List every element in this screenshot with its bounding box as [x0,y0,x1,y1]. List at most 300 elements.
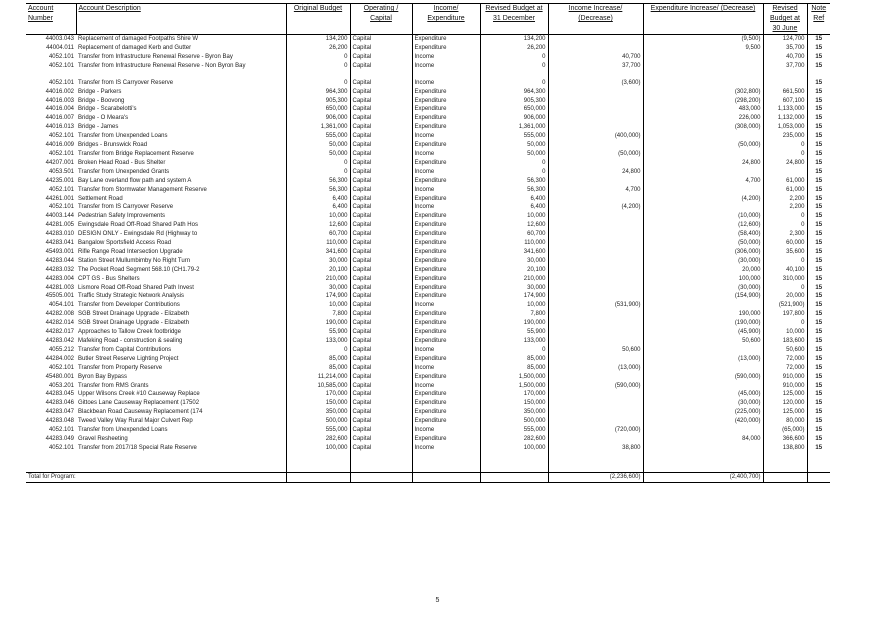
account-number-cell: 44283.010 [45,231,74,238]
table-row [26,292,830,301]
account-description-cell: Blackbean Road Causeway Replacement (174 [78,409,203,416]
note-ref-cell: 15 [807,168,830,177]
revised-budget-dec-cell: 1,500,000 [480,382,548,391]
header-revised-budget-dec: Revised Budget at 31 December [480,4,548,35]
account-description-cell: Station Street Mullumbimby No Right Turn [78,257,191,264]
revised-budget-june-cell: 0 [763,141,807,150]
income-expenditure-cell: Income [412,382,480,391]
expenditure-increase-cell: (590,000) [643,373,763,382]
operating-capital-cell: Capital [350,373,412,382]
table-row [26,53,830,62]
revised-budget-dec-cell: 650,000 [480,105,548,114]
note-ref-cell: 15 [807,444,830,453]
note-ref-cell: 15 [807,390,830,399]
account-description-cell: Bridge - Scarabelotti's [78,106,137,113]
income-expenditure-cell: Expenditure [412,284,480,293]
operating-capital-cell: Capital [350,257,412,266]
original-budget-cell: 0 [286,53,350,62]
table-row [26,284,830,293]
total-expenditure-increase: (2,400,700) [643,472,763,482]
revised-budget-dec-cell: 85,000 [480,355,548,364]
account-number-cell: 44283.046 [45,400,74,407]
table-row [26,123,830,132]
income-expenditure-cell: Expenditure [412,97,480,106]
income-expenditure-cell: Income [412,150,480,159]
expenditure-increase-cell: (45,000) [643,390,763,399]
income-expenditure-cell: Expenditure [412,390,480,399]
note-ref-cell: 15 [807,141,830,150]
original-budget-cell: 150,000 [286,399,350,408]
expenditure-increase-cell: 100,000 [643,275,763,284]
expenditure-increase-cell [643,168,763,177]
income-increase-cell: (4,200) [548,203,643,212]
income-increase-cell [548,373,643,382]
income-increase-cell: (3,600) [548,79,643,88]
expenditure-increase-cell [643,346,763,355]
revised-budget-june-cell: 661,500 [763,88,807,97]
income-expenditure-cell: Expenditure [412,212,480,221]
income-expenditure-cell: Expenditure [412,105,480,114]
revised-budget-june-cell: 61,000 [763,186,807,195]
operating-capital-cell: Capital [350,319,412,328]
income-increase-cell [548,123,643,132]
operating-capital-cell: Capital [350,328,412,337]
note-ref-cell: 15 [807,248,830,257]
note-ref-cell: 15 [807,382,830,391]
note-ref-cell: 15 [807,266,830,275]
note-ref-cell: 15 [807,79,830,88]
income-expenditure-cell: Income [412,444,480,453]
expenditure-increase-cell: 226,000 [643,114,763,123]
revised-budget-dec-cell: 190,000 [480,319,548,328]
account-number-cell: 44004.011 [46,44,74,51]
revised-budget-dec-cell: 174,900 [480,292,548,301]
original-budget-cell: 350,000 [286,408,350,417]
account-description-cell: Transfer from Property Reserve [78,364,163,371]
original-budget-cell: 56,300 [286,177,350,186]
operating-capital-cell: Capital [350,195,412,204]
income-increase-cell [548,141,643,150]
note-ref-cell: 15 [807,186,830,195]
original-budget-cell: 170,000 [286,390,350,399]
header-income-increase: Income Increase/ (Decrease) [548,4,643,35]
operating-capital-cell: Capital [350,408,412,417]
account-number-cell: 44283.044 [45,257,74,264]
original-budget-cell: 7,800 [286,310,350,319]
note-ref-cell: 15 [807,417,830,426]
operating-capital-cell: Capital [350,292,412,301]
revised-budget-june-cell: 60,000 [763,239,807,248]
table-row [26,88,830,97]
revised-budget-dec-cell: 50,000 [480,150,548,159]
account-description-cell: Transfer from IS Carryover Reserve [78,204,174,211]
operating-capital-cell: Capital [350,364,412,373]
expenditure-increase-cell: 24,800 [643,159,763,168]
operating-capital-cell: Capital [350,248,412,257]
account-description-cell: Bridge - Boovong [78,97,125,104]
income-increase-cell: (720,000) [548,426,643,435]
table-row [26,444,830,453]
revised-budget-june-cell: 1,053,000 [763,123,807,132]
income-increase-cell [548,114,643,123]
account-number-cell: 44261.001 [45,195,74,202]
note-ref-cell: 15 [807,337,830,346]
account-description-cell: DESIGN ONLY - Ewingsdale Rd (Highway to [78,231,198,238]
revised-budget-june-cell: 35,700 [763,44,807,53]
expenditure-increase-cell [643,426,763,435]
note-ref-cell: 15 [807,114,830,123]
account-number-cell: 4055.212 [48,346,74,353]
account-number-cell: 4052.101 [48,79,74,86]
income-expenditure-cell: Expenditure [412,266,480,275]
operating-capital-cell: Capital [350,221,412,230]
original-budget-cell: 60,700 [286,230,350,239]
revised-budget-dec-cell: 341,600 [480,248,548,257]
income-expenditure-cell: Income [412,186,480,195]
revised-budget-dec-cell: 10,000 [480,301,548,310]
income-expenditure-cell: Expenditure [412,123,480,132]
original-budget-cell: 964,300 [286,88,350,97]
income-expenditure-cell: Income [412,168,480,177]
account-number-cell: 4052.101 [48,427,74,434]
account-description-cell: Traffic Study Strategic Network Analysis [78,293,185,300]
account-number-cell: 44281.003 [45,284,74,291]
original-budget-cell: 50,000 [286,141,350,150]
budget-sheet [26,3,830,483]
note-ref-cell: 15 [807,373,830,382]
income-expenditure-cell: Expenditure [412,239,480,248]
expenditure-increase-cell [643,132,763,141]
revised-budget-dec-cell: 6,400 [480,203,548,212]
revised-budget-dec-cell: 85,000 [480,364,548,373]
expenditure-increase-cell [643,186,763,195]
income-increase-cell [548,310,643,319]
operating-capital-cell: Capital [350,444,412,453]
revised-budget-june-cell: 183,600 [763,337,807,346]
income-increase-cell [548,239,643,248]
original-budget-cell: 0 [286,79,350,88]
revised-budget-dec-cell: 170,000 [480,390,548,399]
account-description-cell: Transfer from Developer Contributions [78,302,180,309]
income-increase-cell [548,417,643,426]
original-budget-cell: 110,000 [286,239,350,248]
original-budget-cell: 30,000 [286,284,350,293]
revised-budget-june-cell: 61,000 [763,177,807,186]
income-expenditure-cell: Income [412,132,480,141]
note-ref-cell: 15 [807,275,830,284]
account-description-cell: Transfer from Stormwater Management Reserve [78,186,207,193]
expenditure-increase-cell [643,62,763,79]
income-increase-cell: (13,000) [548,364,643,373]
income-expenditure-cell: Expenditure [412,435,480,444]
revised-budget-dec-cell: 12,600 [480,221,548,230]
revised-budget-dec-cell: 282,600 [480,435,548,444]
table-row [26,177,830,186]
income-increase-cell [548,266,643,275]
expenditure-increase-cell: (13,000) [643,355,763,364]
expenditure-increase-cell: (302,800) [643,88,763,97]
header-account-number: Account Number [26,4,76,35]
account-description-cell: Replacement of damaged Kerb and Gutter [78,44,192,51]
operating-capital-cell: Capital [350,79,412,88]
table-row [26,373,830,382]
original-budget-cell: 555,000 [286,426,350,435]
operating-capital-cell: Capital [350,203,412,212]
revised-budget-june-cell: 2,300 [763,230,807,239]
income-expenditure-cell: Expenditure [412,44,480,53]
income-increase-cell [548,319,643,328]
revised-budget-june-cell: 125,000 [763,408,807,417]
income-expenditure-cell: Expenditure [412,399,480,408]
income-increase-cell: 40,700 [548,53,643,62]
original-budget-cell: 906,000 [286,114,350,123]
operating-capital-cell: Capital [350,266,412,275]
expenditure-increase-cell: 4,700 [643,177,763,186]
revised-budget-june-cell: 40,100 [763,266,807,275]
original-budget-cell: 6,400 [286,195,350,204]
revised-budget-june-cell: 124,700 [763,35,807,44]
income-expenditure-cell: Income [412,426,480,435]
header-original-budget: Original Budget [286,4,350,35]
note-ref-cell: 15 [807,62,830,79]
header-income-expenditure: Income/ Expenditure [412,4,480,35]
income-expenditure-cell: Expenditure [412,328,480,337]
income-increase-cell: (531,900) [548,301,643,310]
income-expenditure-cell: Income [412,53,480,62]
operating-capital-cell: Capital [350,114,412,123]
income-increase-cell [548,399,643,408]
account-number-cell: 44282.008 [45,311,74,318]
note-ref-cell: 15 [807,44,830,53]
expenditure-increase-cell [643,301,763,310]
income-increase-cell [548,257,643,266]
original-budget-cell: 30,000 [286,257,350,266]
table-row [26,364,830,373]
note-ref-cell: 15 [807,239,830,248]
account-number-cell: 44016.007 [45,115,74,122]
original-budget-cell: 341,600 [286,248,350,257]
expenditure-increase-cell: (154,900) [643,292,763,301]
note-ref-cell: 15 [807,230,830,239]
note-ref-cell: 15 [807,212,830,221]
table-row [26,275,830,284]
account-description-cell: SGB Street Drainage Upgrade - Elizabeth [78,311,190,318]
account-number-cell: 4053.501 [48,168,74,175]
note-ref-cell: 15 [807,301,830,310]
income-increase-cell: 37,700 [548,62,643,79]
revised-budget-dec-cell: 906,000 [480,114,548,123]
operating-capital-cell: Capital [350,132,412,141]
table-row [26,132,830,141]
account-description-cell: Transfer from Infrastructure Renewal Reserve - Non Byron Bay [78,62,246,69]
table-row [26,221,830,230]
account-number-cell: 44207.001 [45,159,74,166]
account-description-cell: Broken Head Road - Bus Shelter [78,159,166,166]
revised-budget-dec-cell: 26,200 [480,44,548,53]
revised-budget-june-cell: 72,000 [763,364,807,373]
account-description-cell: Bridges - Brunswick Road [78,142,148,149]
table-row [26,328,830,337]
income-expenditure-cell: Income [412,62,480,79]
expenditure-increase-cell: (45,900) [643,328,763,337]
expenditure-increase-cell: (308,000) [643,123,763,132]
revised-budget-june-cell: 910,000 [763,382,807,391]
header-expenditure-increase: Expenditure Increase/ (Decrease) [643,4,763,35]
revised-budget-dec-cell: 134,200 [480,35,548,44]
table-row [26,35,830,44]
original-budget-cell: 0 [286,159,350,168]
income-expenditure-cell: Expenditure [412,292,480,301]
account-description-cell: Transfer from Unexpended Loans [78,133,168,140]
revised-budget-dec-cell: 55,900 [480,328,548,337]
income-expenditure-cell: Expenditure [412,373,480,382]
revised-budget-dec-cell: 1,361,000 [480,123,548,132]
account-number-cell: 44283.042 [45,338,74,344]
income-increase-cell: 50,600 [548,346,643,355]
income-expenditure-cell: Expenditure [412,310,480,319]
table-row [26,97,830,106]
operating-capital-cell: Capital [350,123,412,132]
header-revised-budget-june: Revised Budget at 30 June [763,4,807,35]
revised-budget-dec-cell: 500,000 [480,417,548,426]
revised-budget-june-cell: 40,700 [763,53,807,62]
revised-budget-june-cell: 1,132,000 [763,114,807,123]
income-increase-cell [548,248,643,257]
revised-budget-dec-cell: 555,000 [480,426,548,435]
revised-budget-june-cell: 80,000 [763,417,807,426]
revised-budget-june-cell: 0 [763,212,807,221]
original-budget-cell: 0 [286,346,350,355]
revised-budget-dec-cell: 110,000 [480,239,548,248]
original-budget-cell: 555,000 [286,132,350,141]
operating-capital-cell: Capital [350,239,412,248]
operating-capital-cell: Capital [350,417,412,426]
expenditure-increase-cell: (9,500) [643,35,763,44]
account-description-cell: Gravel Resheeting [78,435,128,442]
operating-capital-cell: Capital [350,105,412,114]
income-increase-cell [548,44,643,53]
account-number-cell: 44283.049 [45,435,74,442]
account-number-cell: 44016.004 [45,106,74,113]
table-row [26,186,830,195]
original-budget-cell: 85,000 [286,355,350,364]
revised-budget-dec-cell: 0 [480,79,548,88]
revised-budget-june-cell: 1,133,000 [763,105,807,114]
table-row [26,355,830,364]
revised-budget-dec-cell: 0 [480,62,548,79]
account-description-cell: Transfer from Capital Contributions [78,346,172,353]
income-increase-cell [548,212,643,221]
expenditure-increase-cell [643,203,763,212]
table-row [26,195,830,204]
revised-budget-dec-cell: 30,000 [480,257,548,266]
account-description-cell: CPT GS - Bus Shelters [78,275,140,282]
income-expenditure-cell: Income [412,364,480,373]
operating-capital-cell: Capital [350,62,412,79]
revised-budget-dec-cell: 350,000 [480,408,548,417]
revised-budget-june-cell: 138,800 [763,444,807,453]
income-expenditure-cell: Expenditure [412,141,480,150]
account-number-cell: 44282.014 [45,320,74,327]
expenditure-increase-cell: (306,000) [643,248,763,257]
revised-budget-june-cell: 0 [763,150,807,159]
revised-budget-dec-cell: 905,300 [480,97,548,106]
income-expenditure-cell: Expenditure [412,159,480,168]
account-number-cell: 44003.144 [45,213,74,220]
revised-budget-june-cell: 235,000 [763,132,807,141]
budget-table [26,3,830,483]
note-ref-cell: 15 [807,408,830,417]
operating-capital-cell: Capital [350,337,412,346]
account-number-cell: 44283.032 [45,266,74,273]
table-row [26,310,830,319]
account-number-cell: 4052.101 [48,444,74,451]
income-increase-cell [548,195,643,204]
revised-budget-june-cell: 35,600 [763,248,807,257]
revised-budget-june-cell: 2,200 [763,195,807,204]
account-number-cell: 4052.101 [48,204,74,211]
total-income-increase: (2,236,600) [548,472,643,482]
expenditure-increase-cell: (50,000) [643,239,763,248]
original-budget-cell: 20,100 [286,266,350,275]
table-row [26,319,830,328]
income-increase-cell: 4,700 [548,186,643,195]
revised-budget-june-cell: 366,600 [763,435,807,444]
table-row [26,266,830,275]
income-increase-cell [548,221,643,230]
revised-budget-dec-cell: 0 [480,168,548,177]
income-increase-cell [548,159,643,168]
operating-capital-cell: Capital [350,186,412,195]
original-budget-cell: 100,000 [286,444,350,453]
note-ref-cell: 15 [807,105,830,114]
revised-budget-dec-cell: 30,000 [480,284,548,293]
operating-capital-cell: Capital [350,212,412,221]
income-increase-cell: 38,800 [548,444,643,453]
revised-budget-june-cell: 0 [763,319,807,328]
account-number-cell: 45493.001 [45,248,74,255]
revised-budget-june-cell: 125,000 [763,390,807,399]
note-ref-cell: 15 [807,328,830,337]
original-budget-cell: 134,200 [286,35,350,44]
income-expenditure-cell: Expenditure [412,257,480,266]
revised-budget-june-cell: 310,000 [763,275,807,284]
revised-budget-june-cell: 0 [763,257,807,266]
account-description-cell: Settlement Road [78,195,123,202]
original-budget-cell: 905,300 [286,97,350,106]
income-increase-cell [548,97,643,106]
note-ref-cell: 15 [807,426,830,435]
table-row [26,230,830,239]
account-description-cell: Bangalow Sportsfield Access Road [78,240,172,247]
table-row [26,168,830,177]
table-row [26,239,830,248]
income-expenditure-cell: Expenditure [412,195,480,204]
account-number-cell: 4052.101 [48,150,74,157]
revised-budget-dec-cell: 1,500,000 [480,373,548,382]
table-row [26,408,830,417]
account-number-cell: 4052.101 [48,53,74,60]
income-increase-cell [548,328,643,337]
original-budget-cell: 10,585,000 [286,382,350,391]
income-expenditure-cell: Expenditure [412,177,480,186]
account-number-cell: 4052.101 [48,186,74,193]
account-description-cell: Transfer from Unexpended Grants [78,168,170,175]
original-budget-cell: 11,214,000 [286,373,350,382]
operating-capital-cell: Capital [350,35,412,44]
account-description-cell: Transfer from Unexpended Loans [78,427,168,434]
revised-budget-dec-cell: 56,300 [480,186,548,195]
